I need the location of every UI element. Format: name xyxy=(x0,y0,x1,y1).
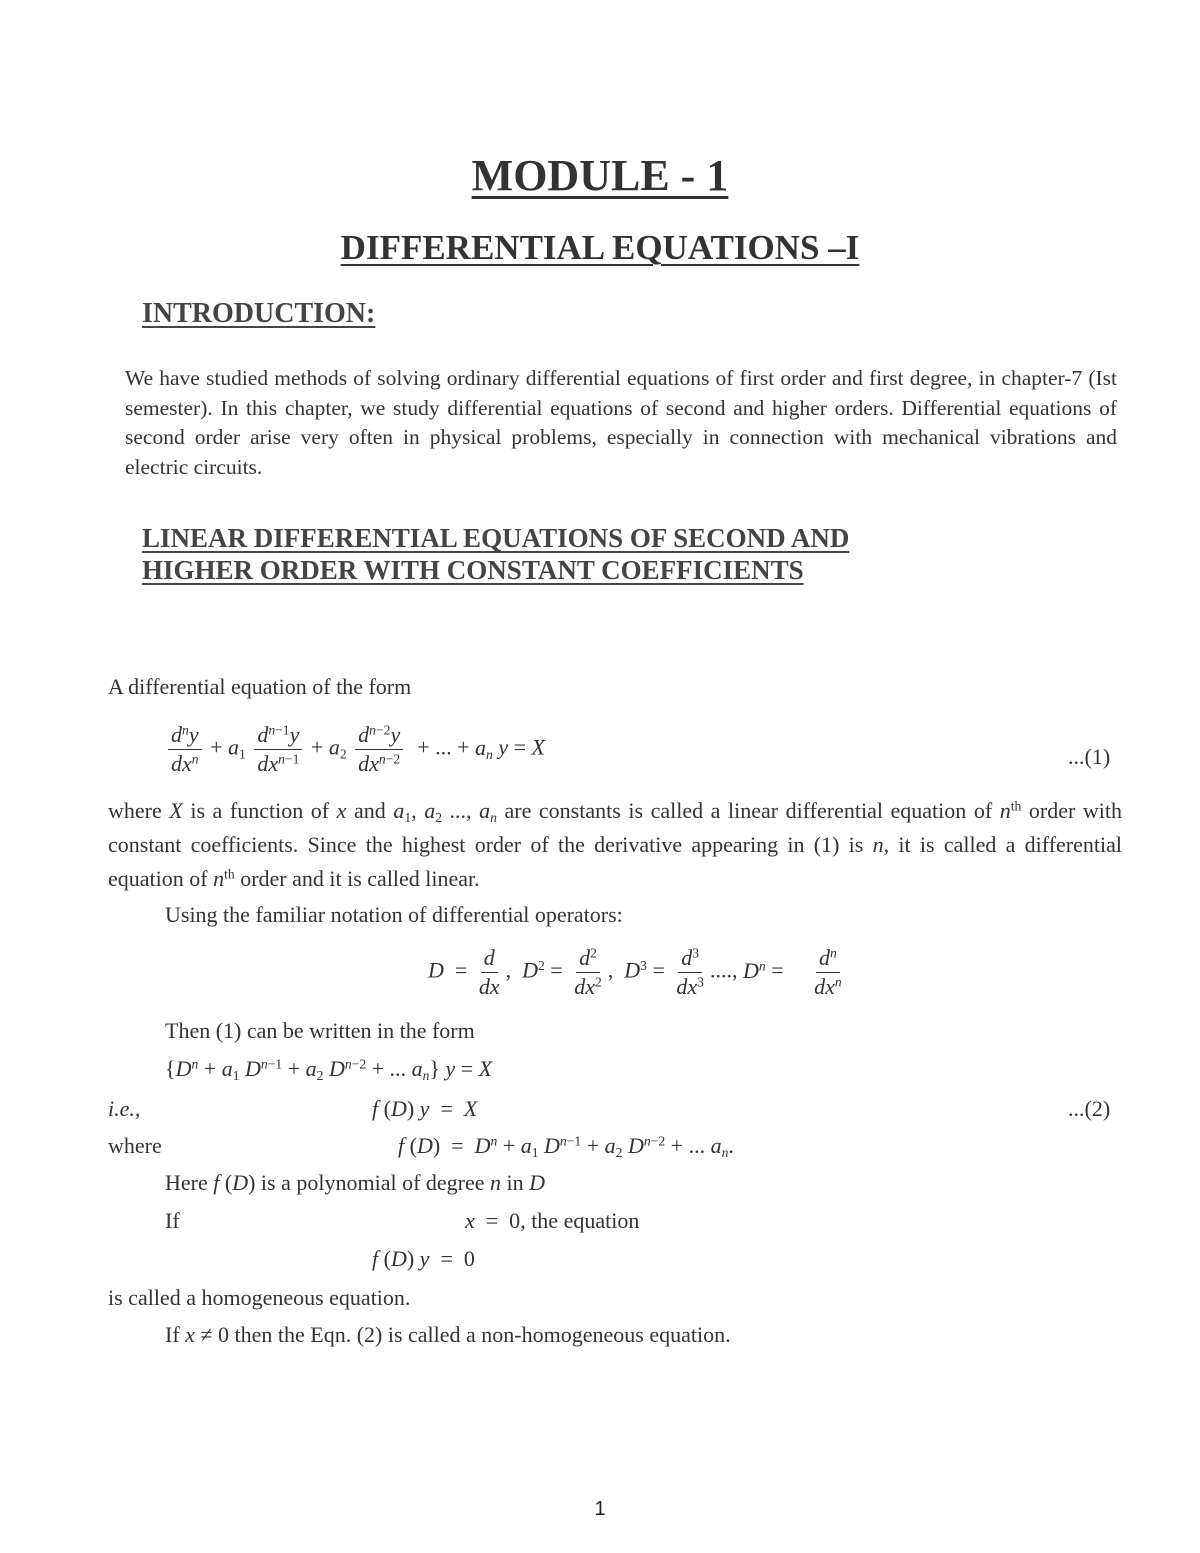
module-title: MODULE - 1 xyxy=(471,151,729,200)
where-text-2: is a function of xyxy=(182,798,337,823)
equation-1: $\frac{d^ny}{dx^n}$ + $a_1$ $\frac{d^{n-1}y}{dx^{n-1}}$ + $a_2$ $\frac{d^{n-2}y}{dx^{n-2}}$ + ... + $a_n$ y = X xyxy=(165,722,545,777)
operator-notation: D = $\frac{d}{dx}$ , $D^2$ = $\frac{d^2}{dx^2}$ , $D^3$ = $\frac{d^3}{dx^3}$ ...., $D^n$ = $\frac{d^n}{dx^n}$ xyxy=(428,945,842,999)
homogeneous-equation: f (D) y = 0 xyxy=(372,1246,475,1271)
form-intro: A differential equation of the form xyxy=(108,674,412,699)
intro-heading: INTRODUCTION: xyxy=(142,298,376,329)
where-text-3: and xyxy=(346,798,394,823)
ie-label: i.e., xyxy=(108,1096,141,1121)
here-text-2: is a polynomial of degree xyxy=(255,1170,491,1195)
if-label: If xyxy=(165,1208,180,1233)
where-text-7: order and it is called linear. xyxy=(234,866,480,891)
where-text-6: , it is called a differential equation of xyxy=(108,832,1122,891)
where-text-4: are constants is called a linear differential equation of xyxy=(496,798,1000,823)
nonhomog-text-2: then the Eqn. (2) is called a non-homogeneous equation. xyxy=(229,1322,731,1347)
where-paragraph: where X is a function of x and $a_1$, $a_2$ ..., $a_n$ are constants is called a linear differential equation of $n^{th}$ order with constant coefficients. Since the highest order of the derivative appearing in (1) is n, it is called a differential equation of $n^{th}$ order and it is called linear. xyxy=(108,798,1122,891)
page-number: 1 xyxy=(594,1498,606,1520)
where-text-5: order with constant coefficients. Since the highest order of the derivative appearing in (1) is xyxy=(108,798,1122,857)
chapter-title: DIFFERENTIAL EQUATIONS –I xyxy=(340,228,860,267)
nonhomogeneous-text: If x ≠ 0 then the Eqn. (2) is called a non-homogeneous equation. xyxy=(165,1322,731,1347)
here-text-1: Here xyxy=(165,1170,214,1195)
fd-definition: f $(D) = D^n + a_1$ $D^{n-1} + a_2$ $D^{n-2}$ + ... $a_n$. xyxy=(398,1133,734,1161)
if-condition-text: , the equation xyxy=(520,1208,640,1233)
section-heading-line2: HIGHER ORDER WITH CONSTANT COEFFICIENTS xyxy=(142,555,804,585)
if-condition: x = 0, the equation xyxy=(465,1208,640,1233)
equation-1-label: ...(1) xyxy=(1068,744,1111,769)
then-text: Then (1) can be written in the form xyxy=(165,1018,475,1043)
section-heading-line1: LINEAR DIFFERENTIAL EQUATIONS OF SECOND AND xyxy=(142,523,850,553)
operator-form: {$D^n + a_1$ $D^{n-1} + a_2$ $D^{n-2}$ + ... $a_n$} y = X xyxy=(165,1056,493,1084)
where-label: where xyxy=(108,1133,162,1158)
section-heading xyxy=(142,522,849,586)
here-text-3: in xyxy=(501,1170,530,1195)
where-text-1: where xyxy=(108,798,170,823)
homogeneous-text: is called a homogeneous equation. xyxy=(108,1285,411,1310)
notation-intro: Using the familiar notation of differential operators: xyxy=(165,902,623,927)
nonhomog-text-1: If xyxy=(165,1322,186,1347)
equation-2-label: ...(2) xyxy=(1068,1096,1111,1121)
intro-paragraph: We have studied methods of solving ordinary differential equations of first order and first degree, in chapter-7 (Ist semester). In this chapter, we study differential equations of second and higher orders. Differential equations of second order arise very often in physical problems, especially in connection with mechanical vibrations and electric circuits. xyxy=(125,366,1117,479)
equation-2: f (D) y = X xyxy=(372,1096,478,1121)
here-text: Here f (D) is a polynomial of degree n in D xyxy=(165,1170,546,1195)
